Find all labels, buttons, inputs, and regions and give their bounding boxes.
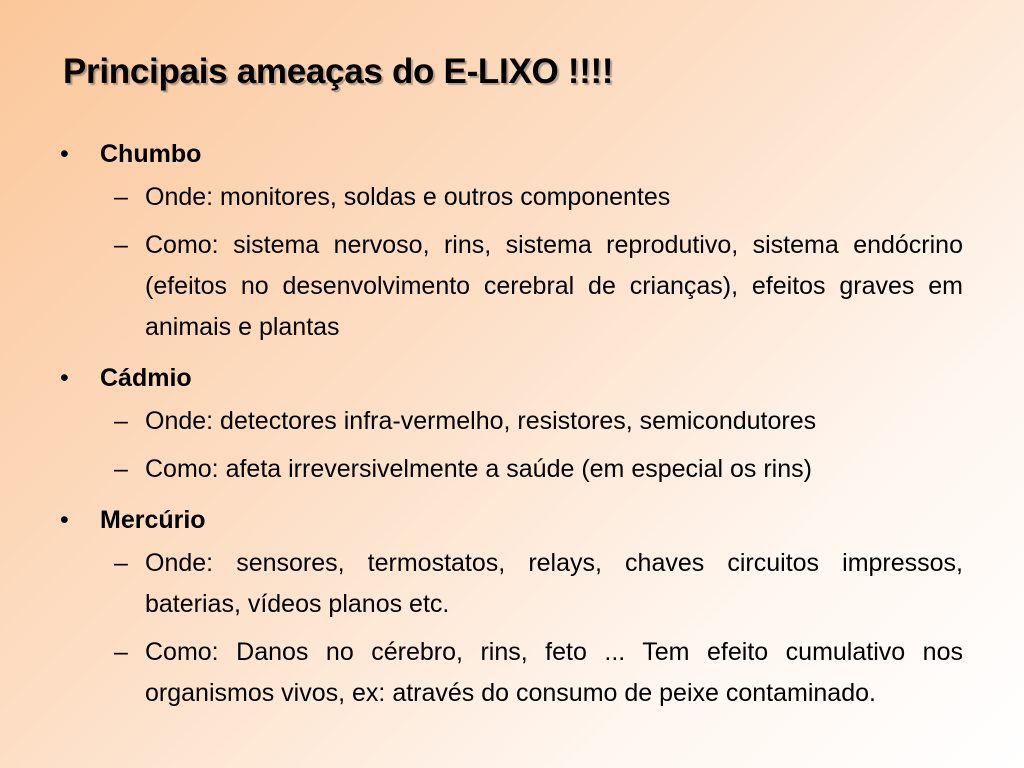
sub-item-text: Como: Danos no cérebro, rins, feto ... Tem efeito cumulativo nos organismos vivos, ex: através do consumo de peixe contaminado. [145, 638, 963, 707]
sub-item-onde [58, 543, 963, 625]
sub-item-onde [58, 177, 963, 218]
sub-item-como [58, 632, 963, 714]
sub-item-onde [58, 401, 963, 442]
topic-mercurio [58, 497, 963, 543]
bullet-icon: • [60, 364, 69, 392]
dash-icon: – [114, 638, 128, 666]
sub-item-text: Onde: sensores, termostatos, relays, chaves circuitos impressos, baterias, vídeos planos etc. [145, 549, 963, 618]
sub-item-text: Como: afeta irreversivelmente a saúde (em especial os rins) [145, 455, 812, 483]
dash-icon: – [114, 183, 128, 211]
sub-item-como [58, 225, 963, 348]
topic-label: Chumbo [100, 140, 202, 168]
bullet-list [58, 131, 963, 721]
topic-chumbo [58, 131, 963, 177]
dash-icon: – [114, 549, 128, 577]
topic-label: Mercúrio [100, 506, 206, 534]
sub-item-text: Onde: monitores, soldas e outros componentes [145, 183, 671, 211]
dash-icon: – [114, 455, 128, 483]
bullet-icon: • [60, 506, 69, 534]
sub-item-text: Onde: detectores infra-vermelho, resistores, semicondutores [145, 407, 817, 435]
topic-label: Cádmio [100, 364, 192, 392]
dash-icon: – [114, 407, 128, 435]
sub-item-como [58, 449, 963, 490]
slide-title: Principais ameaças do E-LIXO !!!! [63, 52, 614, 91]
topic-cadmio [58, 355, 963, 401]
sub-item-text: Como: sistema nervoso, rins, sistema reprodutivo, sistema endócrino (efeitos no desenvolvimento cerebral de crianças), efeitos graves em animais e plantas [145, 231, 963, 341]
dash-icon: – [114, 231, 128, 259]
bullet-icon: • [60, 140, 69, 168]
